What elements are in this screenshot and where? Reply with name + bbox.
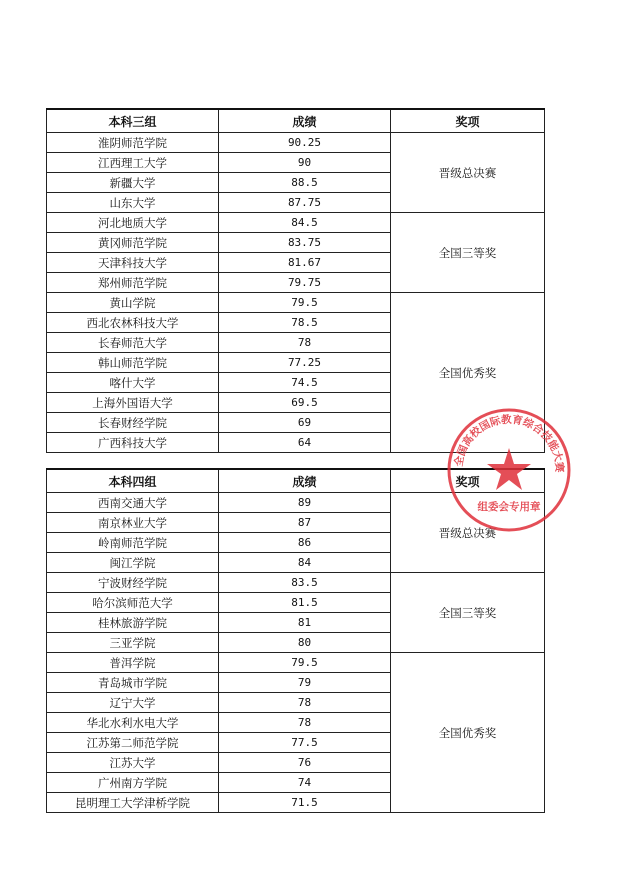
school-name-cell: 江西理工大学: [47, 153, 219, 173]
school-name-cell: 青岛城市学院: [47, 673, 219, 693]
school-name-cell: 岭南师范学院: [47, 533, 219, 553]
table-row: [47, 213, 545, 233]
award-cell: 全国优秀奖: [391, 653, 545, 813]
score-cell: 90: [219, 153, 391, 173]
svg-text:全国高校国际教育综合技能大赛: 全国高校国际教育综合技能大赛: [452, 413, 566, 473]
score-cell: 81.5: [219, 593, 391, 613]
school-name-cell: 江苏大学: [47, 753, 219, 773]
score-cell: 77.5: [219, 733, 391, 753]
table-body: [47, 493, 545, 813]
school-name-cell: 长春财经学院: [47, 413, 219, 433]
school-name-cell: 广西科技大学: [47, 433, 219, 453]
score-cell: 79: [219, 673, 391, 693]
score-cell: 78: [219, 693, 391, 713]
table-row: [47, 293, 545, 313]
table-row: [47, 133, 545, 153]
school-name-cell: 普洱学院: [47, 653, 219, 673]
results-table-group-3: [46, 108, 545, 453]
table-header-row: [47, 469, 545, 493]
table-row: [47, 573, 545, 593]
score-cell: 74.5: [219, 373, 391, 393]
header-score: 成绩: [219, 469, 391, 493]
school-name-cell: 韩山师范学院: [47, 353, 219, 373]
school-name-cell: 南京林业大学: [47, 513, 219, 533]
score-cell: 78: [219, 333, 391, 353]
score-cell: 74: [219, 773, 391, 793]
school-name-cell: 新疆大学: [47, 173, 219, 193]
score-cell: 87: [219, 513, 391, 533]
header-group: 本科四组: [47, 469, 219, 493]
table-row: [47, 493, 545, 513]
school-name-cell: 哈尔滨师范大学: [47, 593, 219, 613]
score-cell: 84: [219, 553, 391, 573]
score-cell: 79.5: [219, 653, 391, 673]
school-name-cell: 天津科技大学: [47, 253, 219, 273]
school-name-cell: 山东大学: [47, 193, 219, 213]
score-cell: 69.5: [219, 393, 391, 413]
score-cell: 89: [219, 493, 391, 513]
header-award: 奖项: [391, 109, 545, 133]
school-name-cell: 长春师范大学: [47, 333, 219, 353]
award-cell: 全国三等奖: [391, 573, 545, 653]
score-cell: 88.5: [219, 173, 391, 193]
award-cell: 全国三等奖: [391, 213, 545, 293]
score-cell: 83.5: [219, 573, 391, 593]
score-cell: 79.75: [219, 273, 391, 293]
school-name-cell: 上海外国语大学: [47, 393, 219, 413]
score-cell: 90.25: [219, 133, 391, 153]
score-cell: 86: [219, 533, 391, 553]
score-cell: 77.25: [219, 353, 391, 373]
school-name-cell: 河北地质大学: [47, 213, 219, 233]
score-cell: 81: [219, 613, 391, 633]
score-cell: 71.5: [219, 793, 391, 813]
score-cell: 78: [219, 713, 391, 733]
header-award: 奖项: [391, 469, 545, 493]
score-cell: 81.67: [219, 253, 391, 273]
school-name-cell: 喀什大学: [47, 373, 219, 393]
score-cell: 76: [219, 753, 391, 773]
school-name-cell: 江苏第二师范学院: [47, 733, 219, 753]
award-cell: 晋级总决赛: [391, 133, 545, 213]
score-cell: 69: [219, 413, 391, 433]
school-name-cell: 郑州师范学院: [47, 273, 219, 293]
school-name-cell: 淮阴师范学院: [47, 133, 219, 153]
score-cell: 79.5: [219, 293, 391, 313]
table-body: [47, 133, 545, 453]
school-name-cell: 昆明理工大学津桥学院: [47, 793, 219, 813]
score-cell: 64: [219, 433, 391, 453]
school-name-cell: 宁波财经学院: [47, 573, 219, 593]
results-table-group-4: [46, 468, 545, 813]
school-name-cell: 华北水利水电大学: [47, 713, 219, 733]
score-cell: 87.75: [219, 193, 391, 213]
school-name-cell: 黄山学院: [47, 293, 219, 313]
score-cell: 84.5: [219, 213, 391, 233]
school-name-cell: 广州南方学院: [47, 773, 219, 793]
award-cell: 全国优秀奖: [391, 293, 545, 453]
table-row: [47, 653, 545, 673]
school-name-cell: 三亚学院: [47, 633, 219, 653]
table-header-row: [47, 109, 545, 133]
score-cell: 80: [219, 633, 391, 653]
school-name-cell: 西南交通大学: [47, 493, 219, 513]
school-name-cell: 黄冈师范学院: [47, 233, 219, 253]
svg-text:组委会专用章: 组委会专用章: [477, 501, 541, 513]
school-name-cell: 西北农林科技大学: [47, 313, 219, 333]
school-name-cell: 辽宁大学: [47, 693, 219, 713]
award-cell: 晋级总决赛: [391, 493, 545, 573]
score-cell: 78.5: [219, 313, 391, 333]
header-group: 本科三组: [47, 109, 219, 133]
score-cell: 83.75: [219, 233, 391, 253]
school-name-cell: 桂林旅游学院: [47, 613, 219, 633]
header-score: 成绩: [219, 109, 391, 133]
school-name-cell: 闽江学院: [47, 553, 219, 573]
